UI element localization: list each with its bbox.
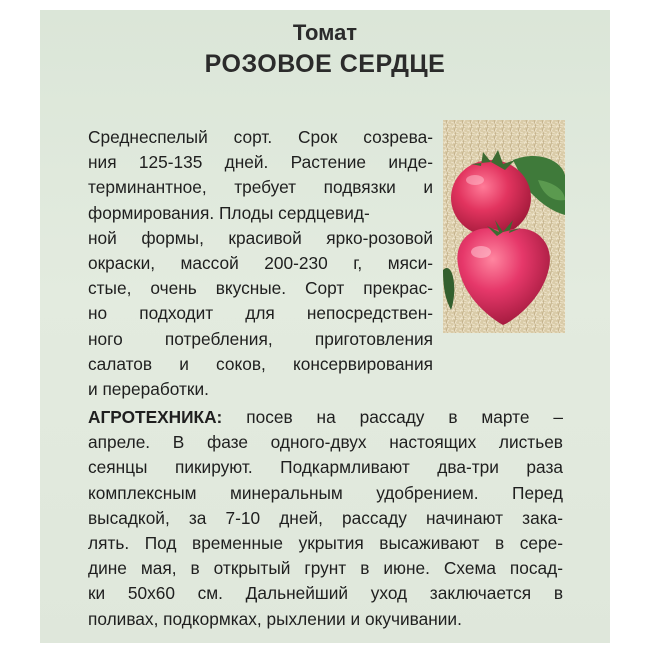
agrotech-first-line bbox=[88, 405, 563, 430]
description-line: окраски, массой 200-230 г, мяси- bbox=[88, 253, 433, 274]
product-type: Томат bbox=[292, 20, 358, 45]
description-line: терминантное, требует подвязки и bbox=[88, 177, 433, 198]
description-line: стые, очень вкусные. Сорт прекрас- bbox=[88, 278, 433, 299]
agrotech-line: дине мая, в открытый грунт в июне. Схема посад- bbox=[88, 558, 563, 579]
seed-packet-card bbox=[40, 10, 610, 643]
agrotech-line: сеянцы пикируют. Подкармливают два-три раза bbox=[88, 457, 563, 478]
tomato-photo bbox=[443, 120, 565, 333]
agrotech-label: АГРОТЕХНИКА: bbox=[88, 407, 223, 427]
description-line: формирования. Плоды сердцевид- bbox=[88, 202, 370, 223]
agrotech-line: поливах, подкормках, рыхлении и окучивании. bbox=[88, 608, 462, 629]
variety-name: РОЗОВОЕ СЕРДЦЕ bbox=[204, 50, 446, 78]
description-line: ной формы, красивой ярко-розовой bbox=[88, 227, 433, 248]
agrotech-line: комплексным минеральным удобрением. Перед bbox=[88, 482, 563, 503]
agrotech-line: ки 50х60 см. Дальнейший уход заключается в bbox=[88, 583, 563, 604]
description-line: ния 125-135 дней. Растение инде- bbox=[88, 152, 433, 173]
tomato-top bbox=[451, 160, 531, 236]
tomato-illustration bbox=[443, 120, 565, 333]
agrotech-line: посев на рассаду в марте – bbox=[246, 407, 563, 427]
description-line: Среднеспелый сорт. Срок созрева- bbox=[88, 127, 433, 147]
description-line: салатов и соков, консервирования bbox=[88, 353, 433, 374]
agrotechnics-section bbox=[88, 405, 563, 632]
variety-description bbox=[88, 125, 433, 402]
agrotech-line: высадкой, за 7-10 дней, рассаду начинают зака- bbox=[88, 507, 563, 528]
description-line: но подходит для непосредствен- bbox=[88, 303, 433, 324]
description-line: ного потребления, приготовления bbox=[88, 328, 433, 349]
description-line: и переработки. bbox=[88, 379, 209, 400]
agrotech-line: апреле. В фазе одного-двух настоящих листьев bbox=[88, 432, 563, 453]
agrotech-line: лять. Под временные укрытия высаживают в сере- bbox=[88, 533, 563, 554]
